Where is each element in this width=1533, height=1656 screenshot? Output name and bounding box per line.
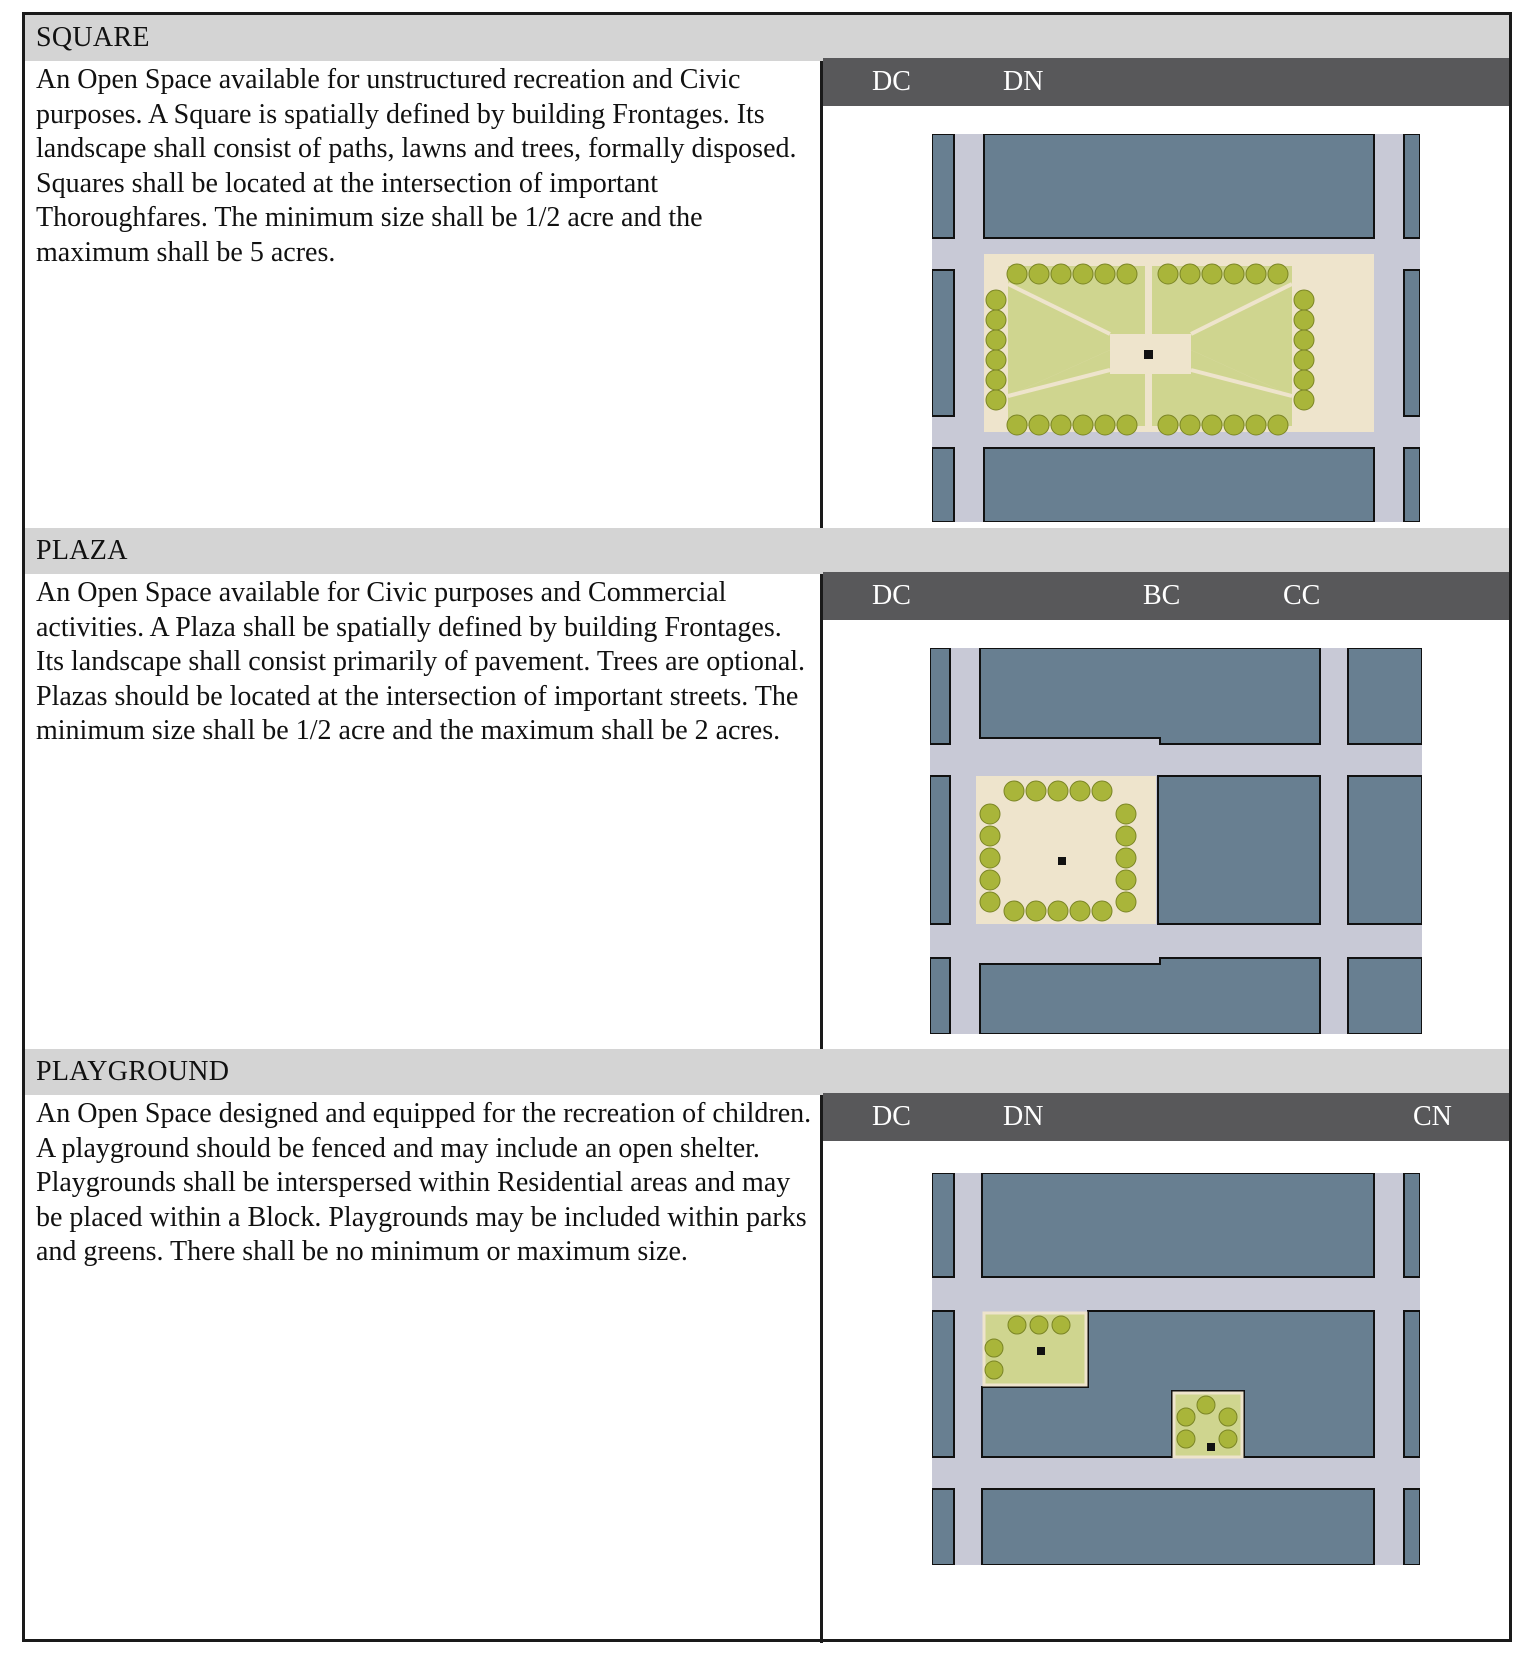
building-block <box>932 1311 954 1457</box>
zone-label: DC <box>872 580 911 611</box>
zone-bar-plaza <box>823 572 1509 620</box>
section-header-plaza: PLAZA <box>25 528 1509 574</box>
section-description-square: An Open Space available for unstructured recreation and Civic purposes. A Square is spatially defined by building Frontages. Its landscape shall consist of paths, lawns and trees, formally disposed. Squares shall be located at the intersection of important Thoroughfares. The minimum size shall be 1/2 acre and the maximum shall be 5 acres. <box>36 64 797 268</box>
building-block <box>1404 134 1420 238</box>
building-block <box>1404 1311 1420 1457</box>
building-block <box>980 958 1320 1034</box>
zone-label: DN <box>1003 1101 1044 1132</box>
building-block <box>1404 1489 1420 1565</box>
building-block <box>932 1489 954 1565</box>
building-block <box>1158 776 1320 924</box>
zone-label: DC <box>872 66 911 97</box>
square-site-plan <box>932 134 1420 522</box>
zone-label: DN <box>1003 66 1044 97</box>
monument-marker <box>1058 857 1066 865</box>
building-block <box>984 448 1374 522</box>
building-block <box>1404 1173 1420 1277</box>
shelter-marker <box>1037 1347 1045 1355</box>
building-block <box>1404 448 1420 522</box>
building-block <box>930 958 950 1034</box>
zone-label: CC <box>1283 580 1321 611</box>
building-block <box>982 1489 1374 1565</box>
building-block <box>1404 270 1420 416</box>
column-divider <box>820 1095 823 1643</box>
building-block <box>1348 958 1422 1034</box>
shelter-marker <box>1207 1443 1215 1451</box>
building-block <box>932 270 954 416</box>
building-block <box>932 134 954 238</box>
plaza-site-plan <box>930 648 1422 1034</box>
building-block <box>1348 648 1422 744</box>
building-block <box>932 448 954 522</box>
section-header-square: SQUARE <box>25 15 1509 61</box>
zone-label: CN <box>1413 1101 1452 1132</box>
building-block <box>982 1173 1374 1277</box>
zone-label: BC <box>1143 580 1181 611</box>
column-divider <box>820 574 823 1049</box>
section-description-playground: An Open Space designed and equipped for the recreation of children. A playground should be fenced and may include an open shelter. Playgrounds shall be interspersed within Residential areas and may be placed within a Block. Playgrounds may be included within parks and greens. There shall be no minimum or maximum size. <box>36 1098 812 1267</box>
monument-marker <box>1144 350 1153 359</box>
open-space-table <box>22 12 1512 1642</box>
section-description-plaza: An Open Space available for Civic purposes and Commercial activities. A Plaza shall be spatially defined by building Frontages. Its landscape shall consist primarily of pavement. Trees are optional. Plazas should be located at the intersection of important streets. The minimum size shall be 1/2 acre and the maximum shall be 2 acres. <box>36 577 806 746</box>
building-block <box>980 648 1320 744</box>
column-divider <box>820 61 823 528</box>
building-block <box>930 648 950 744</box>
building-block <box>932 1173 954 1277</box>
playground-site-plan <box>932 1173 1420 1565</box>
building-block <box>984 134 1374 238</box>
zone-bar-playground <box>823 1093 1509 1141</box>
building-block <box>1348 776 1422 924</box>
zone-bar-square <box>823 58 1509 106</box>
building-block <box>930 776 950 924</box>
zone-label: DC <box>872 1101 911 1132</box>
section-header-playground: PLAYGROUND <box>25 1049 1509 1095</box>
